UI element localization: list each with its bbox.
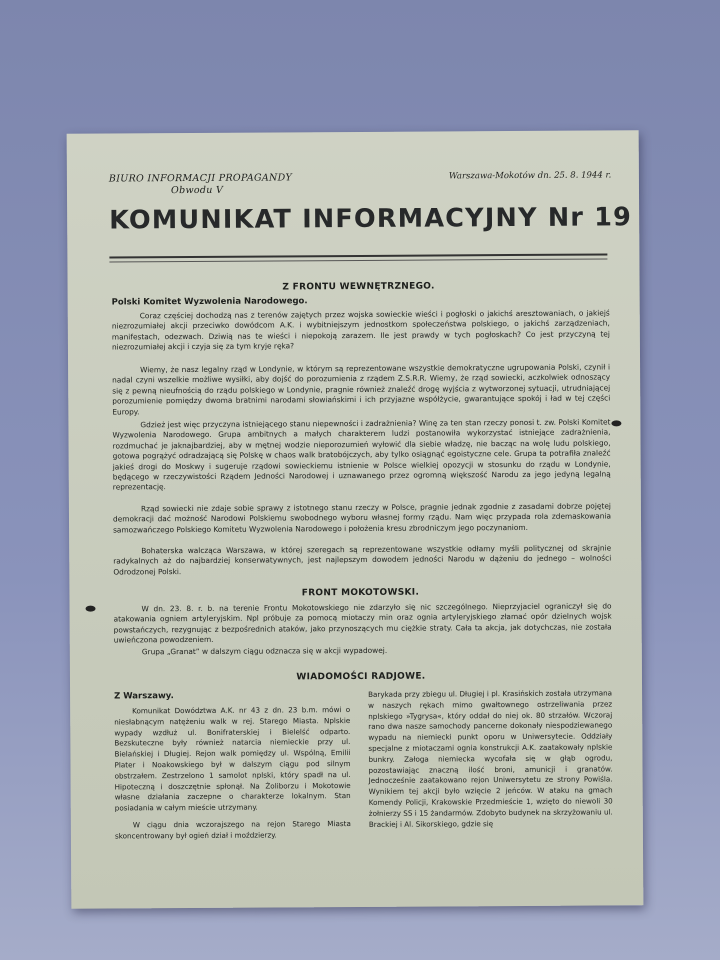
issuer-district: Obwodu V bbox=[170, 184, 224, 197]
punch-hole-mark bbox=[86, 606, 96, 612]
issuer-org: BIURO INFORMACJI PROPAGANDY bbox=[108, 172, 293, 185]
section-heading-internal-front: Z FRONTU WEWNĘTRZNEGO. bbox=[282, 281, 435, 293]
paragraph: Coraz częściej dochodzą nas z terenów zajętych przez wojska sowieckie wieści i pogłoski o jakichś aresztowaniach, o jakiejś niezrozumiałej akcji przeciwko dowódcom A.K. i wybitniejszym jednostkom społeczeństwa polskiego, o jakichś zarządzeniach, manifestach, odezwach. Dziwią nas te wieści i niepokoją zarazem. Ile jest prawdy w tych pogłoskach? Co jest przyczyną tej niezrozumiałej akcji i czyja się za tym kryje ręka? bbox=[111, 308, 610, 352]
paragraph: Grupa „Granat” w dalszym ciągu odznacza się w akcji wypadowej. bbox=[141, 645, 388, 657]
section-heading-radio-news: WIADOMOŚCI RADJOWE. bbox=[296, 671, 426, 683]
place-date: Warszawa-Mokotów dn. 25. 8. 1944 r. bbox=[448, 170, 612, 182]
section-heading-mokotow-front: FRONT MOKOTOWSKI. bbox=[301, 587, 420, 599]
punch-hole-mark bbox=[611, 420, 621, 426]
document-sheet bbox=[67, 130, 644, 908]
title-rule-thick bbox=[109, 253, 607, 258]
left-column bbox=[114, 705, 351, 842]
paragraph: Barykada przy zbiegu ul. Długiej i pl. Krasińskich została utrzymana w naszych rękach mimo gwałtownego ostrzeliwania przez nplskiego »Tygrysa«, który oddał do niej ok. 80 strzałów. Wczoraj rano dwa nasze samochody pancerne dokonały niespodziewanego wypadu na niemiecki punkt oporu w Uniwersytecie. Oddziały specjalne z miotaczami ognia konstrukcji A.K. zaatakowały nplskie bunkry. Załoga niemiecka wycofała się w głąb ogrodu, pozostawiając znaczną ilość broni, amunicji i granatów. Jednocześnie zaatakowano rejon Uniwersytetu ze strony Powiśla. Wynikiem tej akcji było wzięcie 2 jeńców. W ataku na gmach Komendy Policji, Krakowskie Przedmieście 1, wzięto do niewoli 30 żołnierzy SS i 15 żandarmów. Zdobyto budynek na skrzyżowaniu ul. Brackiej i Al. Sikorskiego, gdzie się bbox=[368, 688, 613, 829]
title-rule-thin bbox=[109, 258, 607, 262]
issuer-block bbox=[109, 172, 292, 197]
right-column bbox=[368, 688, 613, 830]
paragraph: Bohaterska walcząca Warszawa, w której szeregach są reprezentowane wszystkie odłamy myśli politycznej od skrajnie radykalnych aż do najbardziej konserwatywnych, jest najlepszym dowodem jedności Narodu w dążeniu do jednego – wolności Odrodzonej Polski. bbox=[113, 543, 612, 577]
subheading-from-warsaw: Z Warszawy. bbox=[114, 691, 174, 702]
paragraph: W dn. 23. 8. r. b. na terenie Frontu Mokotowskiego nie zdarzyło się nic szczególnego. Nieprzyjaciel ograniczył się do atakowania ogniem artyleryjskim. Npl próbuje za pomocą miotaczy min oraz ognia artyleryjskiego złamać opór dzielnych wojsk powstańczych, rezygnując z bezpośrednich ataków, jako przynoszących mu ciężkie straty. Cała ta akcja, jak dotychczas, nie została uwieńczona powodzeniem. bbox=[113, 601, 612, 645]
paragraph: Rząd sowiecki nie zdaje sobie sprawy z istotnego stanu rzeczy w Polsce, pragnie jednak zgodnie z zasadami dobrze pojętej demokracji dać możność Narodowi Polskiemu swobodnego wyboru własnej formy rządu. Nam więc przypada rola zdemaskowania samozwańczego Polskiego Komitetu Wyzwolenia Narodowego i położenia kresu zbrodniczym jego poczynaniom. bbox=[112, 501, 612, 535]
subheading-pkwn: Polski Komitet Wyzwolenia Narodowego. bbox=[111, 296, 308, 308]
document-title: KOMUNIKAT INFORMACYJNY Nr 19 bbox=[109, 202, 633, 236]
paragraph: Wiemy, że nasz legalny rząd w Londynie, w którym są reprezentowane wszystkie demokratyczne ugrupowania Polski, czynił i nadal czyni wszelkie możliwe wysiłki, aby dojść do porozumienia z rządem Z.S.R.R. Wiemy, że rząd sowiecki, aczkolwiek odnoszący się z pewną nieufnością do rządu polskiego w Londynie, pragnie również znaleźć drogę wyjścia z wytworzonej sytuacji, utrudniającej porozumienie pomiędzy dwoma bratnimi narodami słowiańskimi i ich przyjazne współżycie, gwarantujące spokój i ład w tej części Europy. bbox=[112, 362, 611, 417]
paragraph: Komunikat Dowództwa A.K. nr 43 z dn. 23 b.m. mówi o niesłabnącym natężeniu walk w rej. Starego Miasta. Nplskie wypady wzdłuż ul. Bonifraterskiej i Bielelść odparto. Bezskuteczne były również natarcia niemieckie przy ul. Bielańskiej i Długiej. Rejon walk pomiędzy ul. Wspólną, Emilii Plater i Noakowskiego był w dalszym ciągu pod silnym obstrzałem. Zestrzelono 1 samolot nplski, który spadł na ul. Hipoteczną i doszczętnie spłonął. Na Żoliborzu i Mokotowie własne działania zaczepne o charakterze lokalnym. Stan posiadania w całym mieście utrzymany. bbox=[114, 705, 351, 813]
paragraph: W ciągu dnia wczorajszego na rejon Starego Miasta skoncentrowany był ogień dział i moździerzy. bbox=[114, 818, 351, 841]
paragraph: Gdzież jest więc przyczyna istniejącego stanu niepewności i zadrażnienia? Winę za ten stan rzeczy ponosi t. zw. Polski Komitet Wyzwolenia Narodowego. Grupa ambitnych a małych charakterem ludzi postanowiła wykorzystać istniejące zadrażnienia, rozdmuchać je jaknajbardziej, aby w mętnej wodzie nieporozumień wyłowić dla siebie władzę, nie bacząc na wolę ludu polskiego, gotowa pogrążyć odradzającą się Polskę w chaos walk bratobójczych, aby tylko osiągnąć egoistyczne cele. Grupa ta potrafiła znaleźć jakieś drogi do Moskwy i sugeruje rządowi sowieckiemu istnienie w Polsce wielkiej opozycji w stosunku do rządu w Londynie, będącego w rzeczywistości Rządem Jedności Narodowej i uznawanego przez ogromną większość Narodu za jego jedyną legalną reprezentację. bbox=[112, 417, 611, 492]
